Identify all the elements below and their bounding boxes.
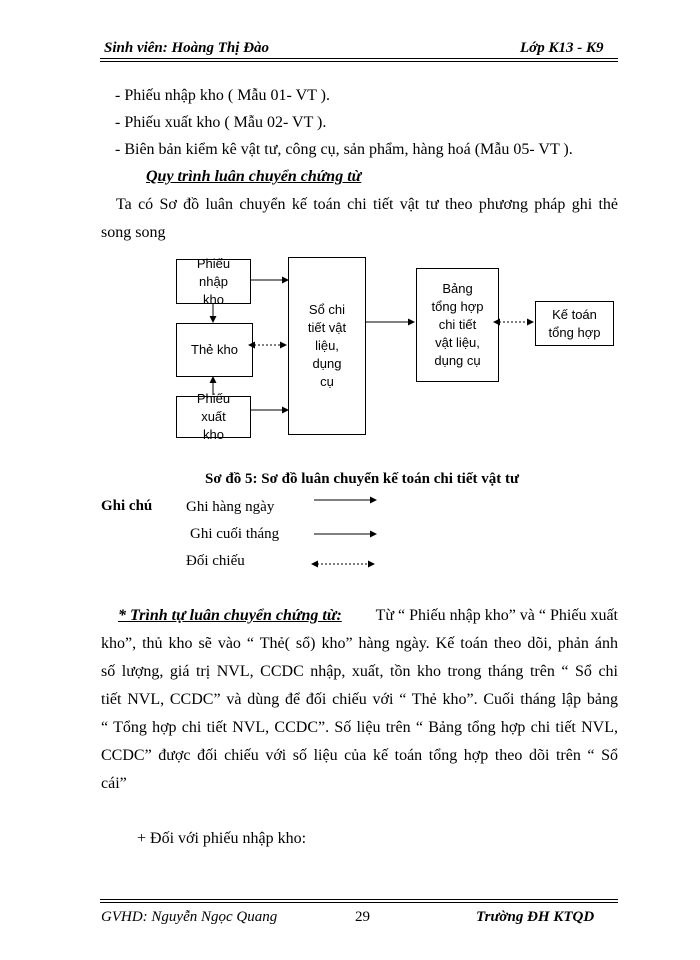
intro-line: Ta có Sơ đồ luân chuyển kế toán chi tiết vật tư theo phương pháp ghi thẻ xyxy=(116,196,618,213)
form-item: - Biên bản kiểm kê vật tư, công cụ, sản phẩm, hàng hoá (Mẫu 05- VT ). xyxy=(115,141,573,158)
legend-month-end: Ghi cuối tháng xyxy=(190,526,280,542)
box-phieu-nhap: Phiếu nhập kho xyxy=(176,259,251,304)
footer-rule-2 xyxy=(100,902,618,903)
page-number: 29 xyxy=(355,909,370,925)
legend-reconcile: Đối chiếu xyxy=(186,553,245,569)
procedure-line: số lượng, giá trị NVL, CCDC nhập, xuất, tồn kho trong tháng trên “ Sổ chi xyxy=(101,663,618,680)
legend-title: Ghi chú xyxy=(101,498,153,514)
footer-school: Trường ĐH KTQD xyxy=(476,909,595,925)
procedure-line: CCDC” được đối chiếu với số liệu của kế toán tổng hợp theo dõi trên “ Sổ xyxy=(101,747,618,764)
footer-rule xyxy=(100,899,618,900)
procedure-line: tiết NVL, CCDC” và dùng để đối chiếu với “ Thẻ kho”. Cuối tháng lập bảng xyxy=(101,691,618,708)
header-class: Lớp K13 - K9 xyxy=(520,40,604,56)
procedure-text: Từ “ Phiếu nhập kho” và “ Phiếu xuất xyxy=(375,607,618,624)
procedure-line: cái” xyxy=(101,775,127,792)
box-bang-tong-hop: Bảng tổng hợp chi tiết vật liệu, dụng cụ xyxy=(416,268,499,382)
section-heading: Quy trình luân chuyển chứng từ xyxy=(146,168,362,185)
box-so-chi-tiet: Sổ chi tiết vật liệu, dụng cụ xyxy=(288,257,366,435)
intro-line: song song xyxy=(101,224,166,241)
box-ke-toan-tong-hop: Kế toán tổng hợp xyxy=(535,301,614,346)
box-phieu-xuat: Phiếu xuất kho xyxy=(176,396,251,438)
diagram-caption: Sơ đồ 5: Sơ đồ luân chuyển kế toán chi tiết vật tư xyxy=(205,471,519,487)
procedure-line-1 xyxy=(118,606,618,626)
box-the-kho: Thẻ kho xyxy=(176,323,253,377)
legend-daily: Ghi hàng ngày xyxy=(186,499,275,515)
form-item: - Phiếu nhập kho ( Mẫu 01- VT ). xyxy=(115,87,330,104)
subheading: + Đối với phiếu nhập kho: xyxy=(137,830,307,847)
header-student: Sinh viên: Hoàng Thị Đào xyxy=(104,40,270,56)
form-item: - Phiếu xuất kho ( Mẫu 02- VT ). xyxy=(115,114,327,131)
procedure-label: * Trình tự luân chuyển chứng từ: xyxy=(118,607,342,624)
procedure-line: kho”, thủ kho sẽ vào “ Thẻ( sổ) kho” hàng ngày. Kế toán theo dõi, phản ánh xyxy=(101,635,618,652)
procedure-line: “ Tổng hợp chi tiết NVL, CCDC”. Số liệu trên “ Bảng tổng hợp chi tiết NVL, xyxy=(101,719,618,736)
footer-gvhd: GVHD: Nguyễn Ngọc Quang xyxy=(101,909,278,925)
